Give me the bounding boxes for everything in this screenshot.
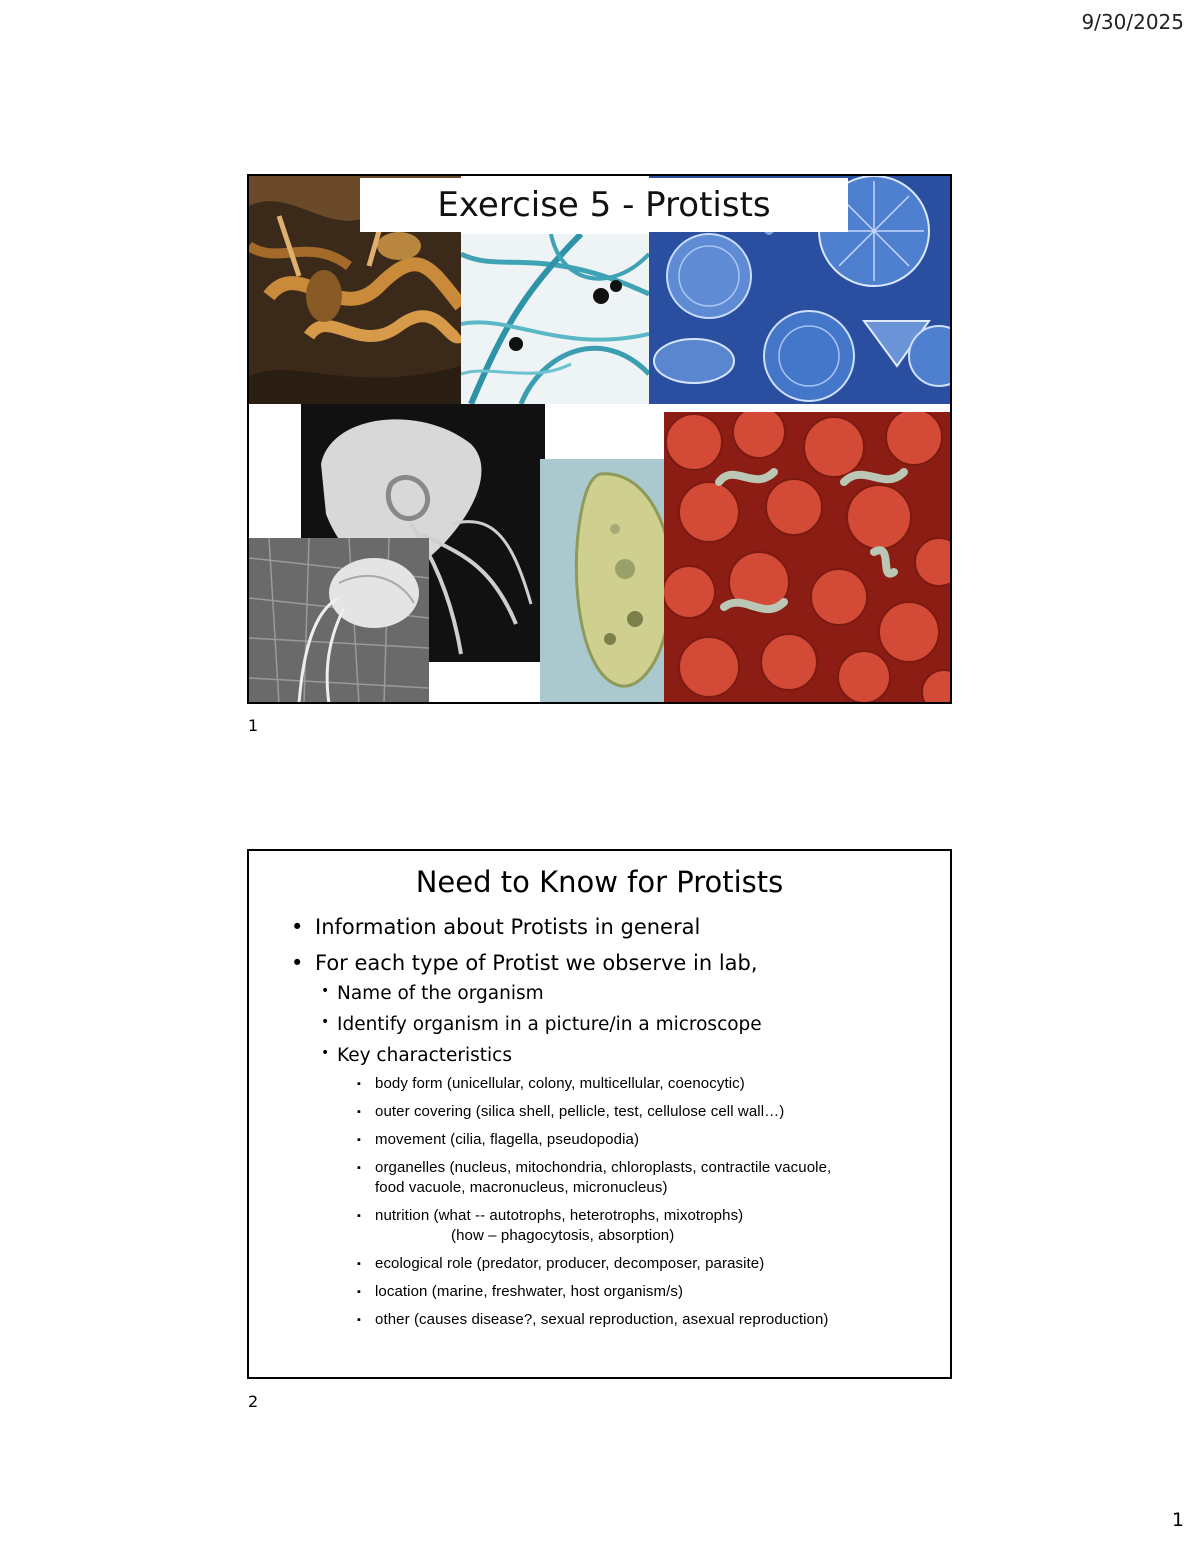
page-number: 1 [1171, 1509, 1184, 1531]
choanoflagellate-photo [249, 538, 429, 704]
characteristic-nutrition-cont: (how – phagocytosis, absorption) [451, 1227, 675, 1244]
sub-bullet-item [321, 1045, 931, 1330]
characteristic-body-form: body form (unicellular, colony, multicellular, coenocytic) [375, 1075, 745, 1092]
slide-2-number: 2 [248, 1392, 259, 1411]
characteristic-item [357, 1074, 931, 1094]
characteristic-organelles: organelles (nucleus, mitochondria, chloroplasts, contractile vacuole, [375, 1159, 832, 1176]
sub-bullet-text: Identify organism in a picture/in a microscope [337, 1014, 762, 1035]
characteristic-item [357, 1206, 931, 1246]
characteristic-item [357, 1282, 931, 1302]
slide-2-title: Need to Know for Protists [415, 865, 784, 899]
bullet-list [291, 915, 931, 1342]
bullet-item [291, 951, 931, 1330]
characteristic-ecological-role: ecological role (predator, producer, decomposer, parasite) [375, 1255, 765, 1272]
characteristic-outer-covering: outer covering (silica shell, pellicle, test, cellulose cell wall…) [375, 1103, 785, 1120]
characteristic-item [357, 1130, 931, 1150]
bullet-text: For each type of Protist we observe in lab, [315, 951, 758, 975]
characteristic-item [357, 1158, 931, 1198]
characteristic-nutrition: nutrition (what -- autotrophs, heterotrophs, mixotrophs) [375, 1207, 744, 1224]
slide-2 [247, 849, 952, 1379]
sub-bullet-list [321, 983, 931, 1330]
characteristic-item [357, 1102, 931, 1122]
slide-1 [247, 174, 952, 704]
bullet-text: Information about Protists in general [315, 915, 701, 939]
trypanosomes-blood-photo [664, 412, 952, 704]
characteristic-item [357, 1310, 931, 1330]
slide-1-title: Exercise 5 - Protists [360, 178, 848, 232]
characteristic-location: location (marine, freshwater, host organism/s) [375, 1283, 684, 1300]
bullet-item [291, 915, 931, 939]
characteristic-other: other (causes disease?, sexual reproduction, asexual reproduction) [375, 1311, 829, 1328]
sub-bullet-text: Name of the organism [337, 983, 544, 1004]
slide-1-number: 1 [248, 716, 259, 735]
characteristic-organelles-cont: food vacuole, macronucleus, micronucleus) [375, 1179, 668, 1196]
sub-bullet-item [321, 1014, 931, 1035]
sub-bullet-item [321, 983, 931, 1004]
sub-bullet-text: Key characteristics [337, 1045, 512, 1066]
characteristics-list [357, 1074, 931, 1330]
characteristic-item [357, 1254, 931, 1274]
page-date: 9/30/2025 [1081, 10, 1184, 34]
water-mold-photo [461, 234, 649, 404]
characteristic-movement: movement (cilia, flagella, pseudopodia) [375, 1131, 640, 1148]
